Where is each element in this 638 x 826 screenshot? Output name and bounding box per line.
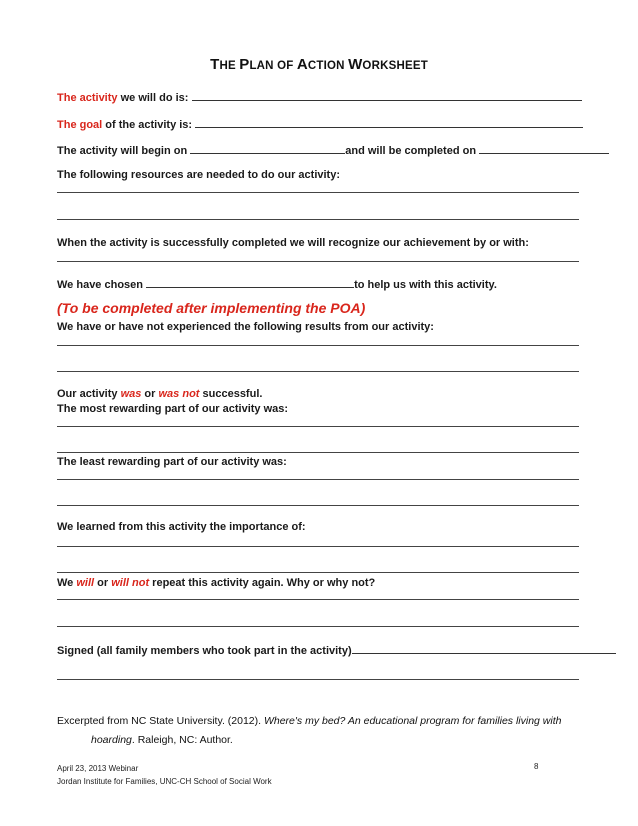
title-text: ORKSHEET — [362, 60, 428, 72]
results-line-1[interactable] — [57, 345, 579, 346]
most-rewarding-line-1[interactable] — [57, 426, 579, 427]
repeat-line-1[interactable] — [57, 599, 579, 600]
chosen-label: We have chosen — [57, 279, 147, 291]
goal-blank[interactable] — [195, 117, 583, 128]
signed-field — [57, 643, 616, 657]
page-title — [0, 56, 638, 73]
resources-label: The following resources are needed to do our activity: — [57, 169, 340, 181]
begin-date-blank[interactable] — [190, 143, 345, 154]
repeat-will: will — [76, 577, 95, 589]
learned-line-1[interactable] — [57, 546, 579, 547]
resources-line-1[interactable] — [57, 192, 579, 193]
most-rewarding-label: The most rewarding part of our activity was: — [57, 403, 289, 415]
activity-label: we will do is: — [117, 92, 192, 104]
begin-label: The activity will begin on — [57, 145, 191, 157]
title-text: LAN OF — [249, 60, 297, 72]
results-line-2[interactable] — [57, 371, 579, 372]
success-part1: Our activity — [57, 388, 121, 400]
footer-date: April 23, 2013 Webinar — [57, 764, 139, 773]
success-or: or — [141, 388, 159, 400]
recognize-label: When the activity is successfully completed we will recognize our achievement by or with: — [57, 237, 529, 249]
least-rewarding-line-2[interactable] — [57, 505, 579, 506]
chosen-rest: to help us with this activity. — [354, 279, 497, 291]
citation-part1: Excerpted from NC State University. (2012). — [57, 715, 264, 727]
signed-blank[interactable] — [352, 643, 616, 654]
goal-label: of the activity is: — [102, 119, 196, 131]
repeat-field — [57, 577, 375, 589]
repeat-rest: repeat this activity again. Why or why not? — [149, 577, 376, 589]
goal-label-red: The goal — [57, 119, 103, 131]
resources-line-2[interactable] — [57, 219, 579, 220]
chosen-blank[interactable] — [146, 277, 354, 288]
signed-line-2[interactable] — [57, 679, 579, 680]
title-text: CTION — [307, 60, 349, 72]
title-letter: P — [239, 56, 250, 73]
footer-info — [57, 762, 272, 788]
results-label: We have or have not experienced the following results from our activity: — [57, 321, 434, 333]
page-number: 8 — [534, 762, 539, 771]
learned-label: We learned from this activity the importance of: — [57, 521, 306, 533]
least-rewarding-line-1[interactable] — [57, 479, 579, 480]
repeat-will-not: will not — [111, 577, 150, 589]
repeat-line-2[interactable] — [57, 626, 579, 627]
dates-field — [57, 143, 609, 157]
success-field — [57, 388, 262, 400]
repeat-or: or — [94, 577, 112, 589]
activity-field — [57, 90, 582, 104]
citation-line-2 — [57, 731, 587, 750]
least-rewarding-label: The least rewarding part of our activity was: — [57, 456, 287, 468]
citation-title: Where's my bed? An educational program for families living with — [263, 715, 562, 727]
citation-line-1 — [57, 712, 587, 731]
signed-label: Signed (all family members who took part in the activity) — [57, 645, 352, 657]
most-rewarding-line-2[interactable] — [57, 452, 579, 453]
poa-note: (To be completed after implementing the POA) — [57, 300, 366, 316]
activity-label-red: The activity — [57, 92, 118, 104]
chosen-field — [57, 277, 497, 291]
success-was: was — [120, 388, 142, 400]
learned-line-2[interactable] — [57, 572, 579, 573]
activity-blank[interactable] — [192, 90, 582, 101]
footer-org: Jordan Institute for Families, UNC-CH School of Social Work — [57, 777, 272, 786]
citation-part2: . Raleigh, NC: Author. — [131, 734, 233, 746]
success-was-not: was not — [158, 388, 200, 400]
title-letter: W — [348, 56, 363, 73]
recognize-line[interactable] — [57, 261, 579, 262]
title-letter: T — [210, 56, 220, 73]
citation-title-cont: hoarding — [91, 734, 132, 746]
title-text: HE — [219, 60, 240, 72]
title-letter: A — [296, 56, 308, 73]
complete-label: and will be completed on — [345, 145, 480, 157]
repeat-we: We — [57, 577, 77, 589]
success-part2: successful. — [199, 388, 263, 400]
citation — [57, 712, 587, 750]
complete-date-blank[interactable] — [479, 143, 609, 154]
goal-field — [57, 117, 583, 131]
